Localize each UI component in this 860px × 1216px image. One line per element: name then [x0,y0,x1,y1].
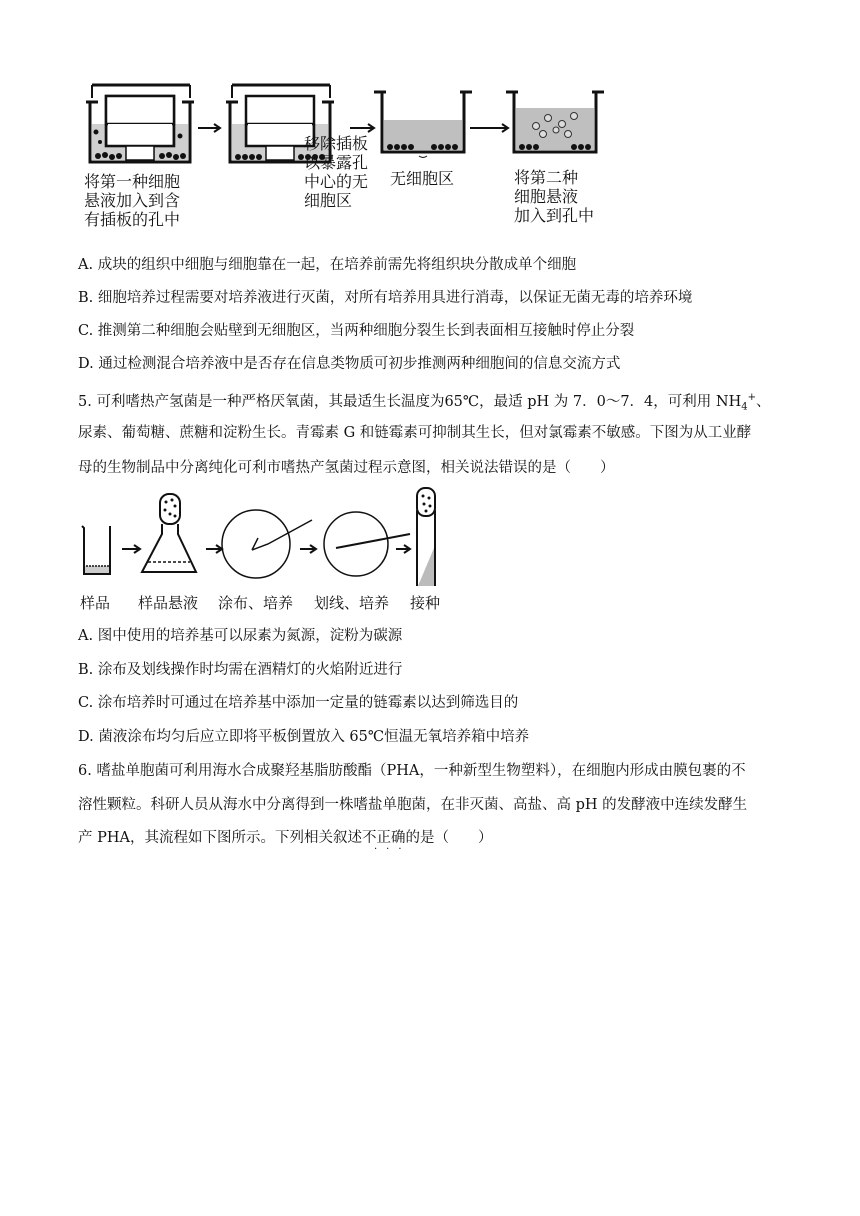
fig2-label-streak: 划线、培养 [314,594,390,612]
q6-stem-line1: 6. 嗜盐单胞菌可利用海水合成聚羟基脂肪酸酯（PHA，一种新型生物塑料），在细胞内形成由膜包裹的不 [78,763,746,779]
step1-label-line: 有插板的孔中 [84,210,181,229]
q5-stem-punct: 、 [755,393,771,410]
q6-stem-line2: 溶性颗粒。科研人员从海水中分离得到一株嗜盐单胞菌，在非灭菌、高盐、高 pH 的发酵液中连续发酵生 [78,797,748,813]
q5-option-c: C. 涂布培养时可通过在培养基中添加一定量的链霉素以达到筛选目的 [78,695,519,711]
q5-stem-line3: 母的生物制品中分离纯化可利市嗜热产氢菌过程示意图，相关说法错误的是（ ） [78,460,615,476]
fig2-label-suspension: 样品悬液 [138,594,199,612]
streak-plate-icon [324,512,410,576]
well-second-cells [506,92,604,152]
fig2-label-spread: 涂布、培养 [218,594,294,612]
isolation-process-diagram [78,486,458,586]
q4-option-a: A. 成块的组织中细胞与细胞靠在一起，在培养前需先将组织块分散成单个细胞 [78,257,577,273]
q4-option-c: C. 推测第二种细胞会贴壁到无细胞区，当两种细胞分裂生长到表面相互接触时停止分裂 [78,323,635,339]
q4-option-b: B. 细胞培养过程需要对培养液进行灭菌，对所有培养用具进行消毒，以保证无菌无毒的培养环境 [78,290,693,306]
nh4-subscript: 4 [741,401,748,413]
fig2-label-inoculate: 接种 [410,594,441,612]
step4-label-line: 细胞悬液 [514,187,579,206]
step2-label-line: 以暴露孔 [304,153,369,172]
emphasis-dots: ··· [374,844,411,855]
q5-option-b: B. 涂布及划线操作时均需在酒精灯的火焰附近进行 [78,662,403,678]
fig2-label-sample: 样品 [80,594,111,612]
q5-stem-line1 [78,388,770,418]
step4-label-line: 加入到孔中 [514,206,595,225]
q5-option-a: A. 图中使用的培养基可以尿素为氮源，淀粉为碳源 [78,628,403,644]
q6-stem-line3: 产 PHA，其流程如下图所示。下列相关叙述不正确的是（ ） [78,830,493,846]
flask-icon [142,494,196,572]
well-empty-center [374,92,472,152]
q5-stem-text: 5. 可利嗜热产氢菌是一种严格厌氧菌，其最适生长温度为65℃，最适 pH 为 7．0～7．4，可利用 NH [78,393,742,410]
q5-stem-line2: 尿素、葡萄糖、蔗糖和淀粉生长。青霉素 G 和链霉素可抑制其生长，但对氯霉素不敏感。下图为从工业酵 [78,425,752,441]
q5-option-d: D. 菌液涂布均匀后应立即将平板倒置放入 65℃恒温无氧培养箱中培养 [78,729,530,745]
nh4-superscript: + [747,392,756,403]
step2-label-line: 细胞区 [304,191,353,210]
well-with-insert-1 [86,85,194,162]
step3-label: 无细胞区 [390,169,455,188]
q4-option-d: D. 通过检测混合培养液中是否存在信息类物质可初步推测两种细胞间的信息交流方式 [78,356,621,372]
step1-label-line: 将第一种细胞 [84,172,181,191]
step1-label-line: 悬液加入到含 [84,191,181,210]
step2-label-line: 中心的无 [304,172,369,191]
step4-label-line: 将第二种 [514,168,579,187]
slant-tube-icon [417,488,435,586]
step4-label [514,168,594,225]
spread-plate-icon [222,510,312,578]
step1-label [84,172,180,229]
step2-label [304,134,368,210]
step2-label-line: 移除插板 [304,134,369,153]
beaker-icon [82,526,110,574]
